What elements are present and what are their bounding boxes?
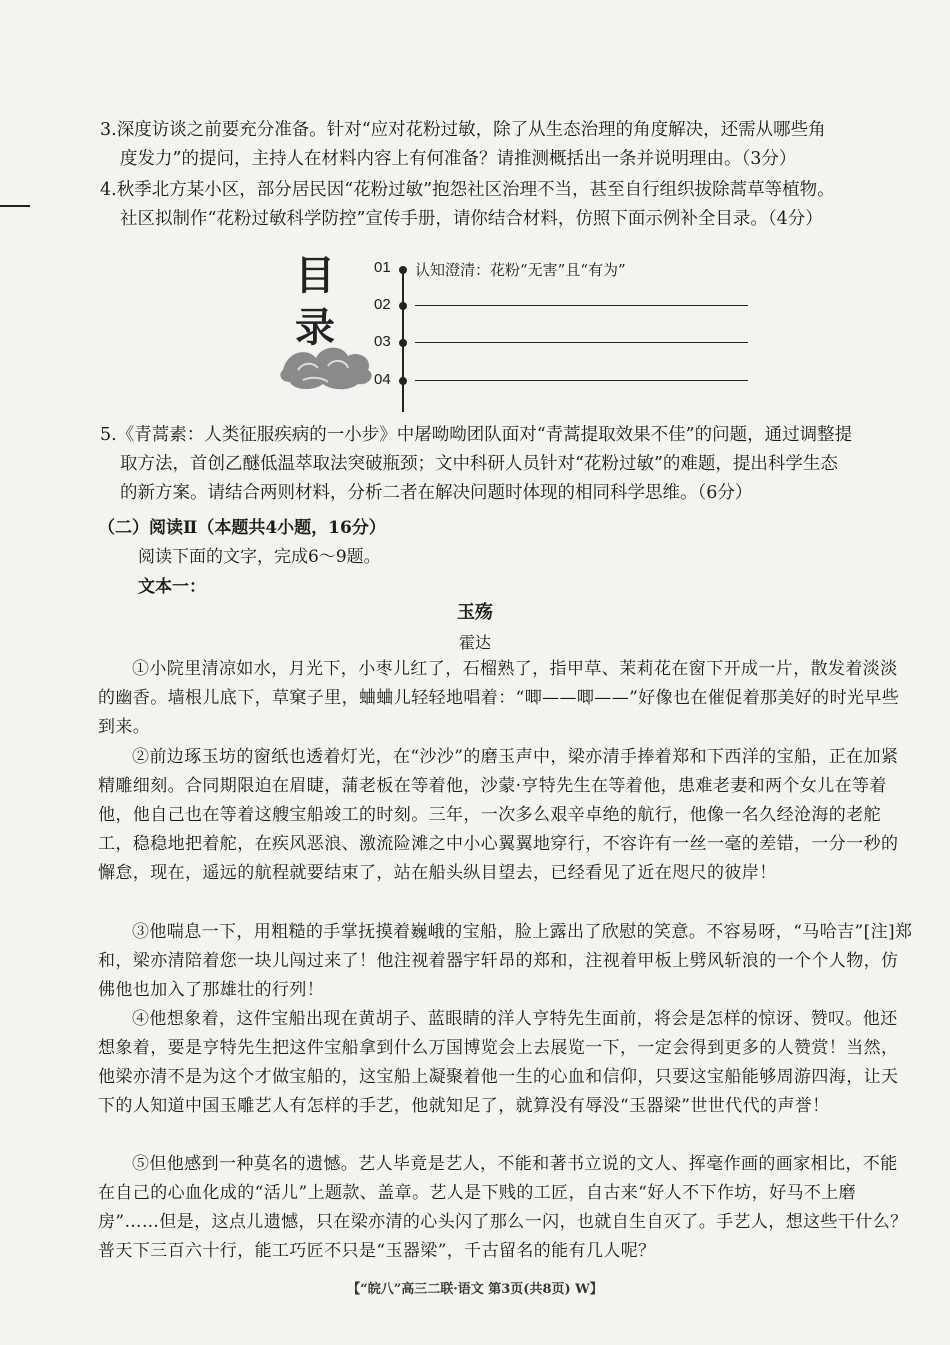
- question-4-line-1: 4.秋季北方某小区，部分居民因“花粉过敏”抱怨社区治理不当，甚至自行组织拔除蒿草等植物。: [100, 180, 835, 200]
- toc-item-num-04: 04: [374, 371, 391, 388]
- section-2-instruction: 阅读下面的文字，完成6～9题。: [138, 547, 381, 567]
- question-5-line-1: 5.《青蒿素：人类征服疾病的一小步》中屠呦呦团队面对“青蒿提取效果不佳”的问题，通过调整提: [100, 425, 853, 445]
- story-paragraph-2: [98, 743, 913, 888]
- text-1-label: 文本一：: [138, 577, 206, 597]
- story-paragraph-1: [98, 655, 913, 742]
- story-paragraph-3: [98, 918, 913, 1005]
- toc-title: [290, 250, 340, 354]
- story-author: 霍达: [458, 633, 491, 652]
- question-3-line-2: 度发力”的提问，主持人在材料内容上有何准备？请推测概括出一条并说明理由。（3分）: [120, 149, 797, 169]
- story-paragraph-5: [98, 1150, 913, 1266]
- story-paragraph-3-text: ③他喘息一下，用粗糙的手掌抚摸着巍峨的宝船，脸上露出了欣慰的笑意。不容易呀，“马哈吉”[注]郑和，梁亦清陪着您一块儿闯过来了！他注视着器宇轩昂的郑和，注视着甲板上劈风斩浪的一个个人物，仿佛他也加入了那雄壮的行列！: [98, 922, 913, 1000]
- question-5: [100, 421, 915, 508]
- question-3: [100, 116, 915, 174]
- toc-dot-03: [399, 339, 407, 347]
- story-title: 玉殇: [457, 602, 493, 623]
- question-5-line-3: 的新方案。请结合两则材料，分析二者在解决问题时体现的相同科学思维。（6分）: [120, 483, 753, 503]
- question-4: [100, 176, 915, 234]
- story-paragraph-5-text: ⑤但他感到一种莫名的遗憾。艺人毕竟是艺人，不能和著书立说的文人、挥毫作画的画家相比，不能在自己的心血化成的“活儿”上题款、盖章。艺人是下贱的工匠，自古来“好人不下作坊，好马不上磨房”……但是，这点儿遗憾，只在梁亦清的心头闪了那么一闪，也就自生自灭了。手艺人，想这些干什么？普天下三百六十行，能工巧匠不只是“玉器梁”，千古留名的能有几人呢？: [98, 1154, 908, 1261]
- toc-item-num-01: 01: [374, 259, 391, 276]
- question-3-line-1: 3.深度访谈之前要充分准备。针对“应对花粉过敏，除了从生态治理的角度解决，还需从哪些角: [100, 120, 826, 140]
- toc-blank-line-04[interactable]: [415, 380, 748, 381]
- story-paragraph-4-text: ④他想象着，这件宝船出现在黄胡子、蓝眼睛的洋人亨特先生面前，将会是怎样的惊讶、赞叹。他还想象着，要是亨特先生把这件宝船拿到什么万国博览会上去展览一下，一定会得到更多的人赞赏！当然，他梁亦清不是为这个才做宝船的，这宝船上凝聚着他一生的心血和信仰，只要这宝船能够周游四海，让天下的人知道中国玉雕艺人有怎样的手艺，他就知足了，就算没有辱没“玉器梁”世世代代的声誉！: [98, 1009, 899, 1116]
- toc-item-num-03: 03: [374, 333, 391, 350]
- section-2-heading: （二）阅读Ⅱ（本题共4小题，16分）: [98, 518, 386, 538]
- story-paragraph-2-text: ②前边琢玉坊的窗纸也透着灯光，在“沙沙”的磨玉声中，梁亦清手捧着郑和下西洋的宝船，正在加紧精雕细刻。合同期限迫在眉睫，蒲老板在等着他，沙蒙·亨特先生在等着他，患难老妻和两个女儿在等着他，他自己也在等着这艘宝船竣工的时刻。三年，一次多么艰辛卓绝的航行，他像一名久经沧海的老舵工，稳稳地把着舵，在疾风恶浪、激流险滩之中小心翼翼地穿行，不容许有一丝一毫的差错，一分一秒的懈怠，现在，遥远的航程就要结束了，站在船头纵目望去，已经看见了近在咫尺的彼岸！: [98, 747, 899, 883]
- story-paragraph-1-text: ①小院里清凉如水，月光下，小枣儿红了，石榴熟了，指甲草、茉莉花在窗下开成一片，散发着淡淡的幽香。墙根儿底下，草窠子里，蛐蛐儿轻轻地唱着：“唧——唧——”好像也在催促着那美好的时光早些到来。: [98, 659, 900, 737]
- question-4-line-2: 社区拟制作“花粉过敏科学防控”宣传手册，请你结合材料，仿照下面示例补全目录。（4分）: [120, 209, 823, 229]
- toc-dot-02: [399, 302, 407, 310]
- toc-dot-01: [399, 266, 407, 274]
- toc-blank-line-02[interactable]: [415, 305, 748, 306]
- toc-title-char-1: 目: [295, 252, 335, 299]
- page-footer: 【“皖八”高三二联·语文 第3页(共8页) W】: [347, 1282, 603, 1297]
- toc-dot-04: [399, 377, 407, 385]
- margin-mark: [0, 205, 30, 207]
- story-paragraph-4: [98, 1005, 913, 1121]
- toc-blank-line-03[interactable]: [415, 342, 748, 343]
- cloud-decoration-icon: [278, 340, 378, 395]
- question-5-line-2: 取方法，首创乙醚低温萃取法突破瓶颈；文中科研人员针对“花粉过敏”的难题，提出科学生态: [120, 454, 838, 474]
- toc-title-char-2: 录: [295, 304, 335, 351]
- toc-item-text-01: 认知澄清：花粉“无害”且“有为”: [415, 261, 626, 279]
- toc-item-num-02: 02: [374, 296, 391, 313]
